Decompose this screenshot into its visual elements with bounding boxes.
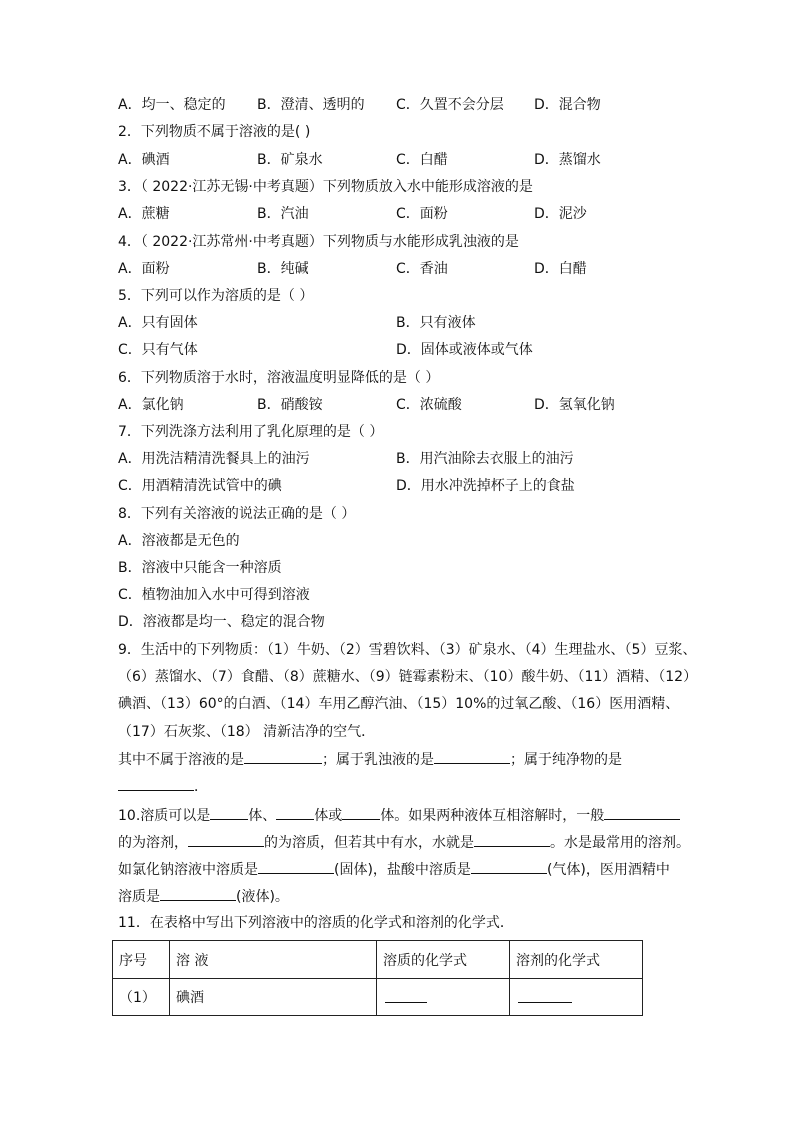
q7-option-b: B．用汽油除去衣服上的油污: [396, 451, 574, 467]
row-index: （1）: [113, 979, 170, 1016]
header-solvent-formula: 溶剂的化学式: [510, 941, 643, 979]
q10-blank-3[interactable]: [342, 805, 380, 820]
q2-option-a: A．碘酒: [118, 152, 170, 168]
q7-stem: 7．下列洗涤方法利用了乳化原理的是（ ）: [118, 424, 384, 440]
q9-pure-label: ；属于纯净物的是: [510, 752, 622, 768]
q10-text: 的为溶质，但若其中有水，水就是: [264, 835, 474, 851]
q7-option-d: D．用水冲洗掉杯子上的食盐: [396, 478, 575, 494]
q9-line1: 9．生活中的下列物质：（1）牛奶、（2）雪碧饮料、（3）矿泉水、（4）生理盐水、（5）豆浆、: [118, 642, 697, 658]
q5-option-b: B．只有液体: [396, 315, 476, 331]
q3-stem: 3．（ 2022·江苏无锡·中考真题）下列物质放入水中能形成溶液的是: [118, 179, 533, 195]
row-solution: 碘酒: [170, 979, 377, 1016]
q10-text: 体或: [314, 808, 343, 824]
q2-option-c: C．白醋: [396, 152, 448, 168]
row-solute-answer[interactable]: [377, 979, 510, 1016]
q6-option-a: A．氯化钠: [118, 397, 184, 413]
q8-option-d: D．溶液都是均一、稳定的混合物: [118, 614, 325, 630]
q4-option-c: C．香油: [396, 261, 448, 277]
q10-line2: [118, 832, 690, 853]
q6-stem: 6．下列物质溶于水时，溶液温度明显降低的是（ ）: [118, 370, 440, 386]
header-solution: 溶 液: [170, 941, 377, 979]
q9-emulsion-blank[interactable]: [434, 749, 510, 764]
q1-option-a: A．均一、稳定的: [118, 97, 226, 113]
q3-option-c: C．面粉: [396, 206, 448, 222]
q10-blank-2[interactable]: [276, 805, 314, 820]
q10-text: (固体)，盐酸中溶质是: [334, 862, 471, 878]
q5-option-d: D．固体或液体或气体: [396, 342, 533, 358]
q5-option-c: C．只有气体: [118, 342, 198, 358]
q10-text: (气体)，医用酒精中: [546, 862, 670, 878]
q4-stem: 4．（ 2022·江苏常州·中考真题）下列物质与水能形成乳浊液的是: [118, 234, 519, 250]
q7-option-c: C．用酒精清洗试管中的碘: [118, 478, 282, 494]
q1-option-b: B．澄清、透明的: [257, 97, 365, 113]
q10-blank-7[interactable]: [258, 859, 334, 874]
q3-option-d: D．泥沙: [534, 206, 587, 222]
header-solute-formula: 溶质的化学式: [377, 941, 510, 979]
q10-blank-6[interactable]: [474, 832, 550, 847]
q9-nonsolution-label: 其中不属于溶液的是: [118, 752, 244, 768]
q1-option-c: C．久置不会分层: [396, 97, 504, 113]
q10-blank-1[interactable]: [210, 805, 248, 820]
q10-blank-5[interactable]: [188, 832, 264, 847]
q8-option-a: A．溶液都是无色的: [118, 533, 240, 549]
q5-stem: 5．下列可以作为溶质的是（ ）: [118, 288, 314, 304]
q9-end-mark: ．: [194, 779, 208, 795]
q11-stem: 11．在表格中写出下列溶液中的溶质的化学式和溶剂的化学式．: [118, 915, 514, 931]
q9-nonsolution-blank[interactable]: [244, 749, 322, 764]
q10-text: 的为溶剂，: [118, 835, 188, 851]
q10-blank-8[interactable]: [471, 859, 547, 874]
q10-text: 如氯化钠溶液中溶质是: [118, 862, 258, 878]
q9-line2: （6）蒸馏水、（7）食醋、（8）蔗糖水、（9）链霉素粉末、（10）酸牛奶、（11）酒精、（12）: [118, 669, 698, 685]
q10-line3: [118, 859, 670, 880]
q10-text: 体。如果两种液体互相溶解时，一般: [380, 808, 605, 824]
q10-text: 体、: [248, 808, 277, 824]
q10-blank-4[interactable]: [604, 805, 680, 820]
q6-option-b: B．硝酸铵: [257, 397, 323, 413]
q10-text: (液体)。: [236, 889, 289, 905]
q10-line1: [118, 805, 680, 826]
q8-option-c: C．植物油加入水中可得到溶液: [118, 587, 310, 603]
solvent-answer-blank[interactable]: [518, 988, 572, 1003]
q10-text: 。水是最常用的溶剂。: [550, 835, 690, 851]
q8-stem: 8．下列有关溶液的说法正确的是（ ）: [118, 506, 356, 522]
q11-table: [112, 940, 643, 1016]
header-index: 序号: [113, 941, 170, 979]
q4-option-a: A．面粉: [118, 261, 170, 277]
q8-option-b: B．溶液中只能含一种溶质: [118, 560, 282, 576]
q9-line3: 碘酒、（13）60°的白酒、（14）车用乙醇汽油、（15）10%的过氧乙酸、（16）医用酒精、: [118, 696, 680, 712]
q10-text: 溶质是: [118, 889, 160, 905]
q9-line6: [118, 776, 208, 797]
q9-pure-blank[interactable]: [118, 776, 194, 791]
q9-line5: [118, 749, 622, 770]
q2-option-d: D．蒸馏水: [534, 152, 601, 168]
q6-option-d: D．氢氧化钠: [534, 397, 615, 413]
q10-text: 10.溶质可以是: [118, 808, 211, 824]
table-header-row: [113, 941, 643, 979]
solute-answer-blank[interactable]: [385, 988, 427, 1003]
q4-option-b: B．纯碱: [257, 261, 309, 277]
q5-option-a: A．只有固体: [118, 315, 198, 331]
q6-option-c: C．浓硫酸: [396, 397, 462, 413]
q2-option-b: B．矿泉水: [257, 152, 323, 168]
q9-emulsion-label: ；属于乳浊液的是: [322, 752, 434, 768]
row-solvent-answer[interactable]: [510, 979, 643, 1016]
table-row: [113, 979, 643, 1016]
q3-option-a: A．蔗糖: [118, 206, 170, 222]
q10-blank-9[interactable]: [160, 886, 236, 901]
q1-option-d: D．混合物: [534, 97, 601, 113]
q4-option-d: D．白醋: [534, 261, 587, 277]
q10-line4: [118, 886, 289, 907]
q2-stem: 2．下列物质不属于溶液的是( ): [118, 124, 311, 140]
q7-option-a: A．用洗洁精清洗餐具上的油污: [118, 451, 310, 467]
q9-line4: （17）石灰浆、（18） 清新洁净的空气．: [118, 724, 376, 740]
q3-option-b: B．汽油: [257, 206, 309, 222]
